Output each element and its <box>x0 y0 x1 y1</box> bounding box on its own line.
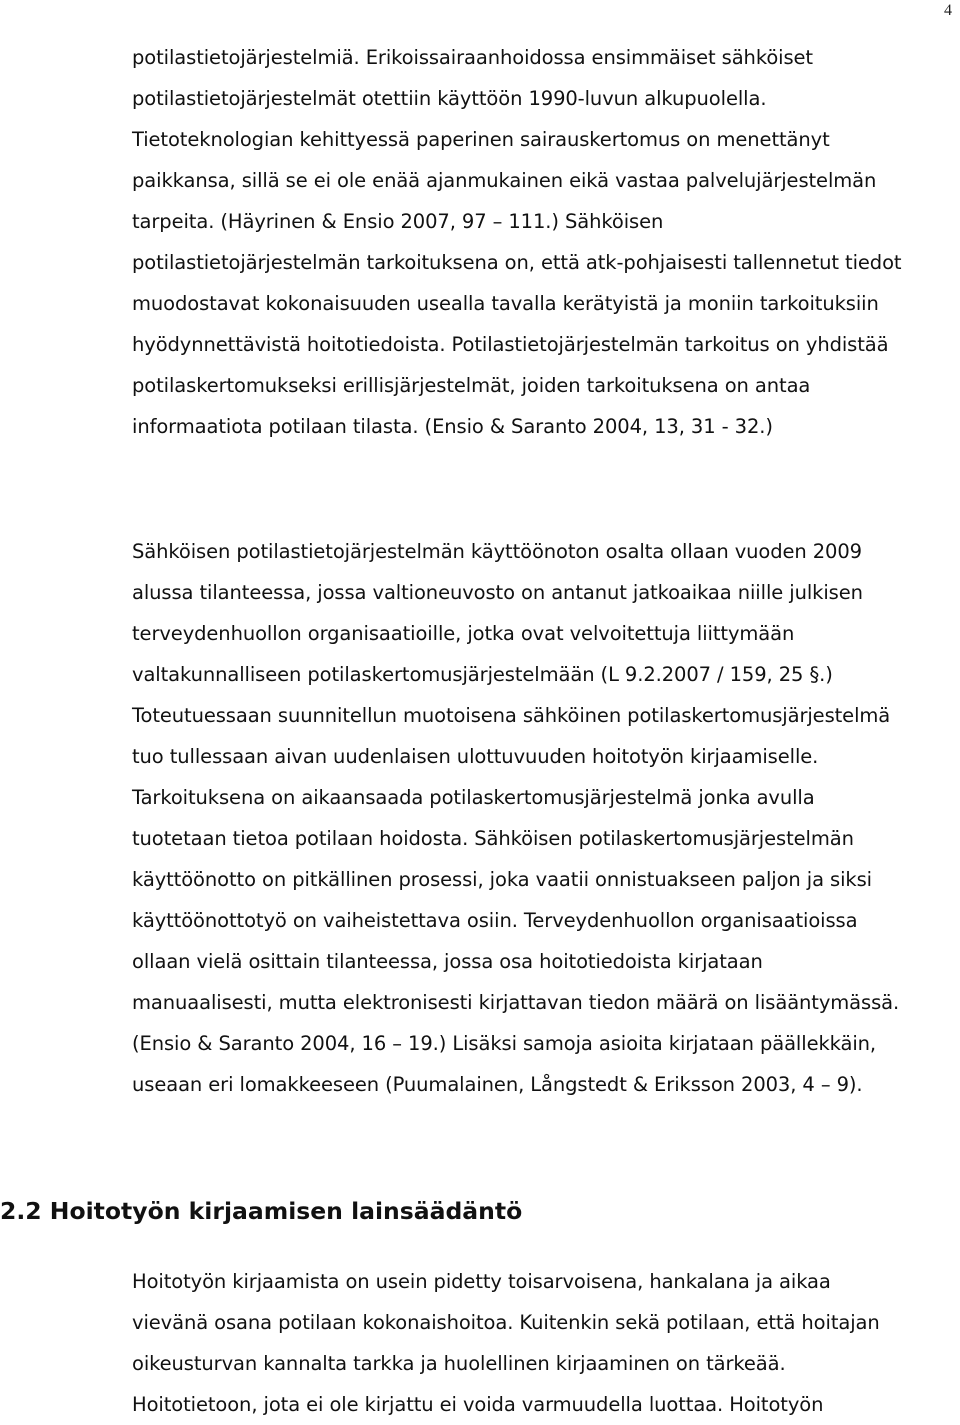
text-line: potilastietojärjestelmät otettiin käyttöön 1990-luvun alkupuolella. <box>132 87 767 110</box>
text-line: potilaskertomukseksi erillisjärjestelmät, joiden tarkoituksena on antaa <box>132 374 811 397</box>
paragraph-1 <box>132 37 960 447</box>
text-line: tuo tullessaan aivan uudenlaisen ulottuvuuden hoitotyön kirjaamiselle. <box>132 745 819 768</box>
text-line: tarpeita. (Häyrinen & Ensio 2007, 97 – 111.) Sähköisen <box>132 210 664 233</box>
text-line: vievänä osana potilaan kokonaishoitoa. Kuitenkin sekä potilaan, että hoitajan <box>132 1311 880 1334</box>
text-line: käyttöönotto on pitkällinen prosessi, joka vaatii onnistuakseen paljon ja siksi <box>132 868 872 891</box>
text-line: alussa tilanteessa, jossa valtioneuvosto on antanut jatkoaikaa niille julkisen <box>132 581 863 604</box>
text-line: useaan eri lomakkeeseen (Puumalainen, Långstedt & Eriksson 2003, 4 – 9). <box>132 1073 863 1096</box>
text-line: ollaan vielä osittain tilanteessa, jossa osa hoitotiedoista kirjataan <box>132 950 763 973</box>
text-line: Sähköisen potilastietojärjestelmän käyttöönoton osalta ollaan vuoden 2009 <box>132 540 862 563</box>
text-line: käyttöönottotyö on vaiheistettava osiin. Terveydenhuollon organisaatioissa <box>132 909 858 932</box>
page-number: 4 <box>944 2 952 19</box>
text-line: Toteutuessaan suunnitellun muotoisena sähköinen potilaskertomusjärjestelmä <box>132 704 891 727</box>
text-line: Hoitotietoon, jota ei ole kirjattu ei voida varmuudella luottaa. Hoitotyön <box>132 1393 824 1416</box>
text-line: Hoitotyön kirjaamista on usein pidetty toisarvoisena, hankalana ja aikaa <box>132 1270 831 1293</box>
text-line: muodostavat kokonaisuuden usealla tavalla kerätyistä ja moniin tarkoituksiin <box>132 292 879 315</box>
text-line: tuotetaan tietoa potilaan hoidosta. Sähköisen potilaskertomusjärjestelmän <box>132 827 854 850</box>
text-line: hyödynnettävistä hoitotiedoista. Potilastietojärjestelmän tarkoitus on yhdistää <box>132 333 889 356</box>
text-line: potilastietojärjestelmiä. Erikoissairaanhoidossa ensimmäiset sähköiset <box>132 46 813 69</box>
text-line: Tarkoituksena on aikaansaada potilaskertomusjärjestelmä jonka avulla <box>132 786 815 809</box>
text-line: oikeusturvan kannalta tarkka ja huolellinen kirjaaminen on tärkeää. <box>132 1352 786 1375</box>
text-line: potilastietojärjestelmän tarkoituksena on, että atk-pohjaisesti tallennetut tiedot <box>132 251 902 274</box>
text-line: paikkansa, sillä se ei ole enää ajanmukainen eikä vastaa palvelujärjestelmän <box>132 169 877 192</box>
text-line: informaatiota potilaan tilasta. (Ensio & Saranto 2004, 13, 31 - 32.) <box>132 415 773 438</box>
paragraph-3 <box>132 1261 960 1425</box>
paragraph-2 <box>132 531 960 1105</box>
section-heading: 2.2 Hoitotyön kirjaamisen lainsäädäntö <box>0 1197 523 1225</box>
text-line: terveydenhuollon organisaatioille, jotka ovat velvoitettuja liittymään <box>132 622 795 645</box>
text-line: (Ensio & Saranto 2004, 16 – 19.) Lisäksi samoja asioita kirjataan päällekkäin, <box>132 1032 877 1055</box>
text-line: manuaalisesti, mutta elektronisesti kirjattavan tiedon määrä on lisääntymässä. <box>132 991 900 1014</box>
text-line: valtakunnalliseen potilaskertomusjärjestelmään (L 9.2.2007 / 159, 25 §.) <box>132 663 833 686</box>
text-line: Tietoteknologian kehittyessä paperinen sairauskertomus on menettänyt <box>132 128 830 151</box>
